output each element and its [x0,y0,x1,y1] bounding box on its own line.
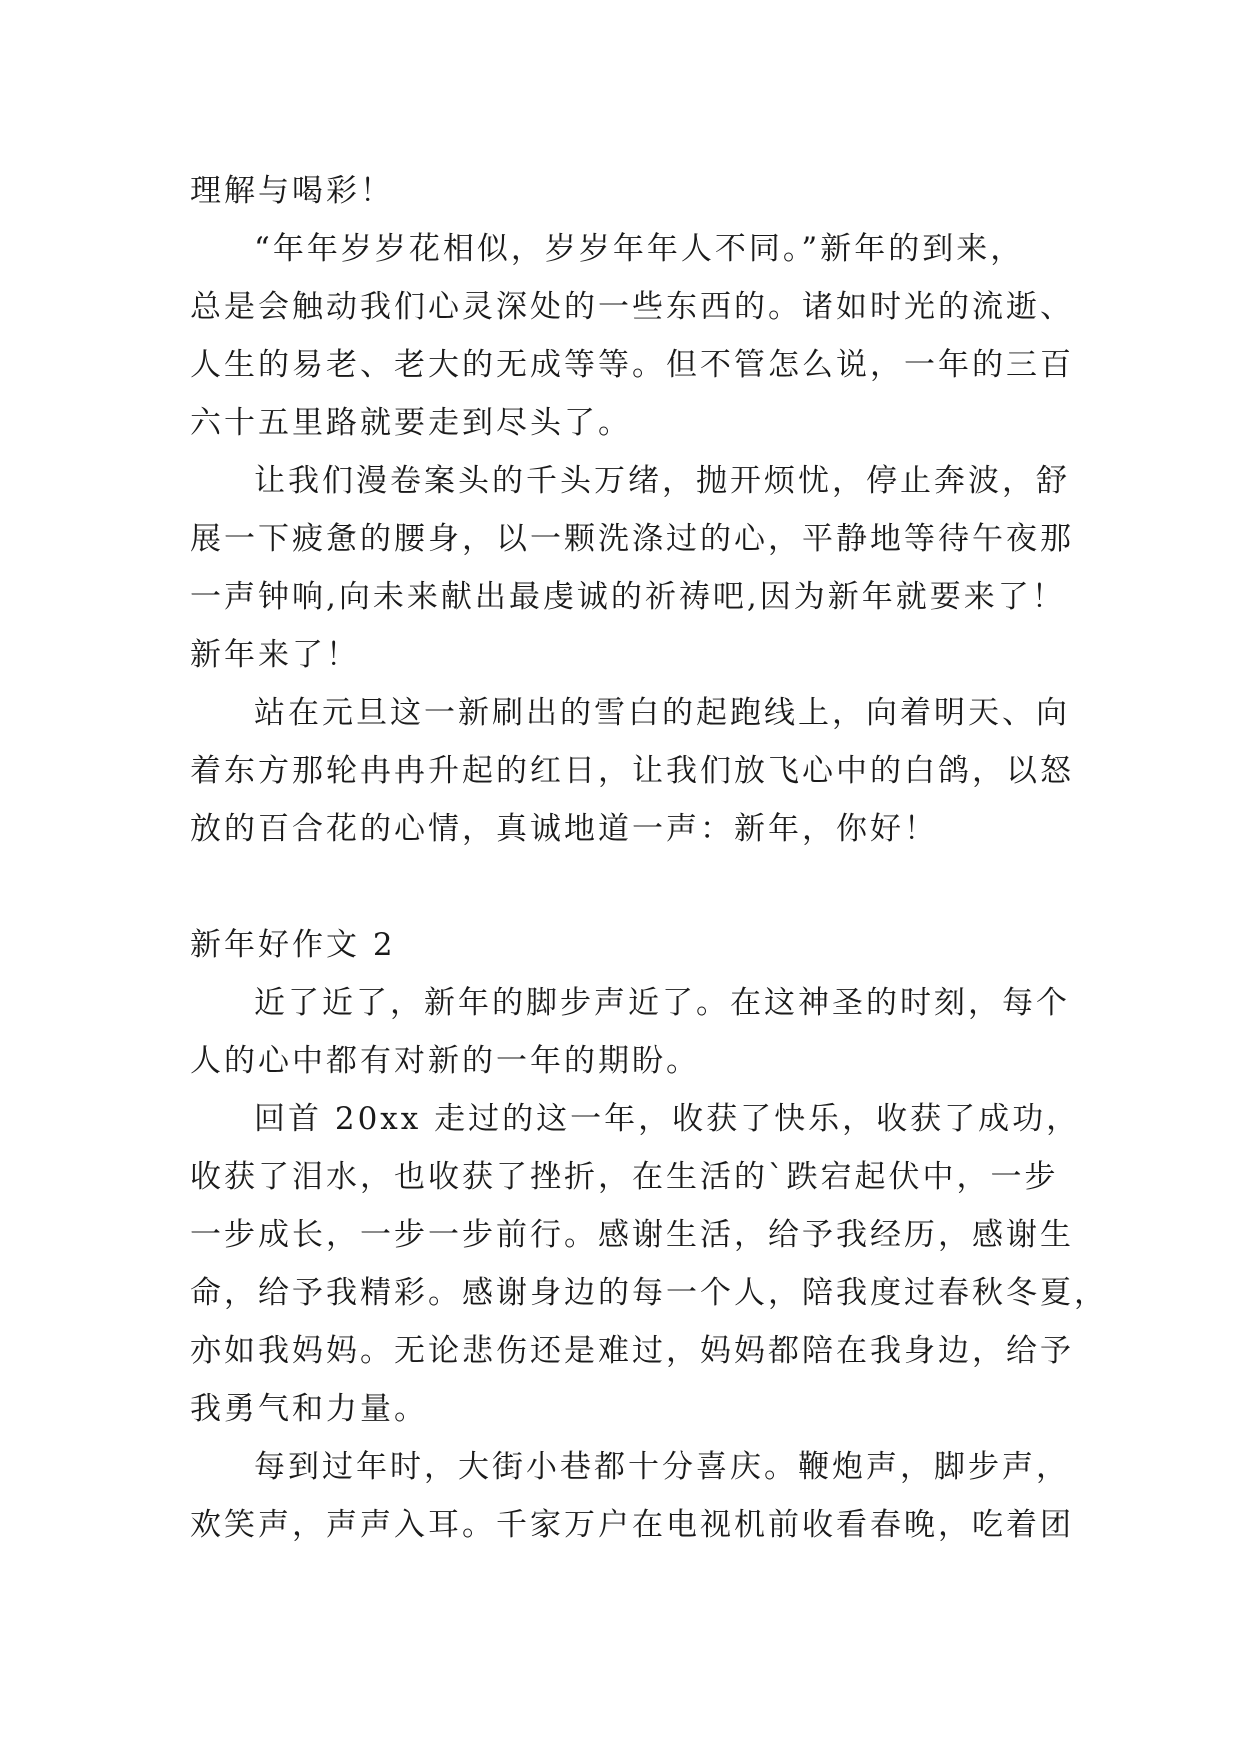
paragraph-start-line: 回首 20xx 走过的这一年，收获了快乐，收获了成功， [254,1101,1081,1137]
text-line: 欢笑声，声声入耳。千家万户在电视机前收看春晚，吃着团 [190,1507,1074,1543]
text-line: 着东方那轮冉冉升起的红日，让我们放飞心中的白鸽，以怒 [190,753,1074,789]
text-line: 一步成长，一步一步前行。感谢生活，给予我经历，感谢生 [190,1217,1074,1253]
paragraph-start-line: 近了近了，新年的脚步声近了。在这神圣的时刻，每个 [254,985,1070,1021]
text-line: 一声钟响,向未来献出最虔诚的祈祷吧,因为新年就要来了！ [190,579,1066,615]
paragraph-start-line: 让我们漫卷案头的千头万绪，抛开烦忧，停止奔波，舒 [254,463,1070,499]
text-line: 人生的易老、老大的无成等等。但不管怎么说，一年的三百 [190,347,1074,383]
text-line: 命，给予我精彩。感谢身边的每一个人，陪我度过春秋冬夏， [190,1275,1108,1311]
text-line: 收获了泪水，也收获了挫折，在生活的`跌宕起伏中，一步 [190,1159,1059,1195]
section-gap [190,858,1070,916]
paragraph-start-line: “年年岁岁花相似，岁岁年年人不同。”新年的到来， [254,231,1025,267]
text-line: 放的百合花的心情，真诚地道一声：新年，你好！ [190,811,938,847]
document-body [190,162,1108,1554]
text-line: 六十五里路就要走到尽头了。 [190,405,632,441]
paragraph-start-line: 站在元旦这一新刷出的雪白的起跑线上，向着明天、向 [254,695,1070,731]
text-line: 我勇气和力量。 [190,1391,428,1427]
text-line: 新年来了！ [190,637,360,673]
text-line: 亦如我妈妈。无论悲伤还是难过，妈妈都陪在我身边，给予 [190,1333,1074,1369]
text-line: 总是会触动我们心灵深处的一些东西的。诸如时光的流逝、 [190,289,1074,325]
text-line: 展一下疲惫的腰身，以一颗洗涤过的心，平静地等待午夜那 [190,521,1074,557]
text-line: 理解与喝彩！ [190,173,394,209]
paragraph-start-line: 每到过年时，大街小巷都十分喜庆。鞭炮声，脚步声， [254,1449,1070,1485]
section-title: 新年好作文 2 [190,927,396,963]
text-line: 人的心中都有对新的一年的期盼。 [190,1043,700,1079]
